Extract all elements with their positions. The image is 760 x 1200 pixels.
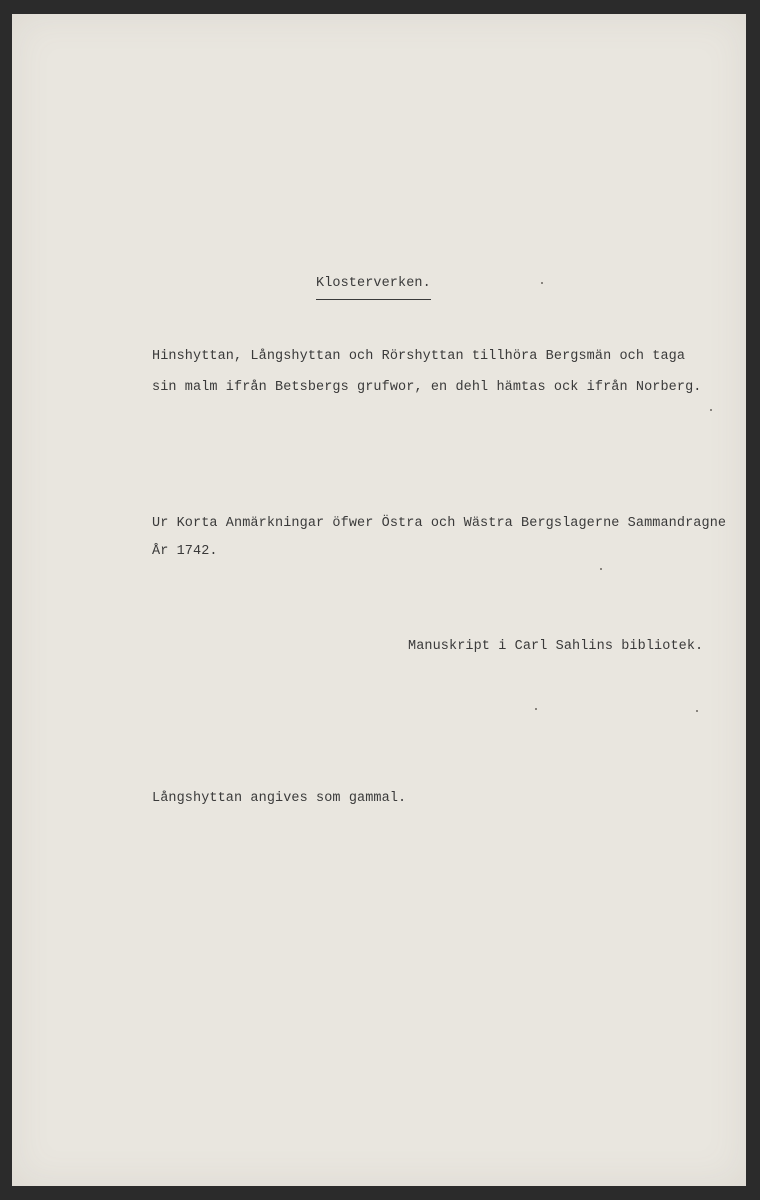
paper-sheet bbox=[12, 14, 746, 1186]
paper-speck bbox=[535, 708, 537, 710]
paragraph-2-line-1: Ur Korta Anmärkningar öfwer Östra och Wästra Bergslagerne Sammandragne bbox=[152, 516, 727, 531]
paragraph-1-line-1: Hinshyttan, Långshyttan och Rörshyttan tillhöra Bergsmän och taga bbox=[152, 349, 686, 364]
paper-speck bbox=[696, 710, 698, 712]
paper-speck bbox=[710, 409, 712, 411]
paragraph-1-line-2: sin malm ifrån Betsbergs grufwor, en dehl hämtas ock ifrån Norberg. bbox=[152, 380, 702, 395]
document-heading: Klosterverken. bbox=[316, 276, 431, 300]
source-reference: Manuskript i Carl Sahlins bibliotek. bbox=[408, 639, 704, 654]
paper-speck bbox=[600, 568, 602, 570]
paper-speck bbox=[541, 282, 543, 284]
closing-note: Långshyttan angives som gammal. bbox=[152, 791, 407, 806]
paragraph-2-line-2: År 1742. bbox=[152, 544, 218, 559]
